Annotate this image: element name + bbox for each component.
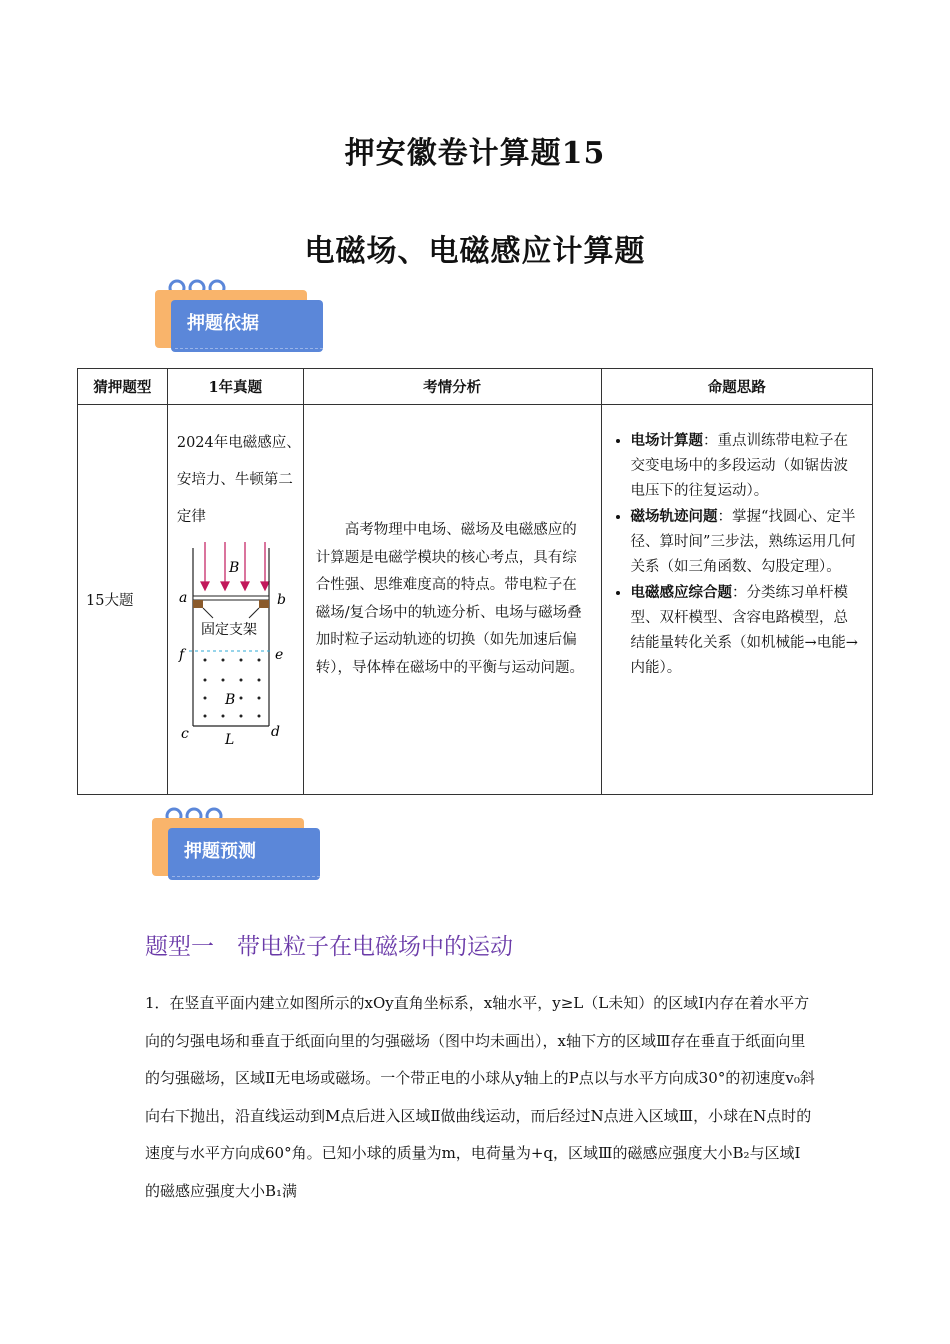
support-left: [193, 600, 203, 608]
ideas-cell: [601, 405, 872, 795]
document-title: 押安徽卷计算题15: [344, 136, 606, 171]
point-b: b: [276, 592, 286, 608]
list-item: [631, 504, 859, 580]
section-heading: 题型一 带电粒子在电磁场中的运动: [145, 934, 513, 960]
ideas-list: [603, 406, 871, 725]
list-item: [631, 428, 859, 504]
problem-number: 1．: [145, 994, 170, 1012]
induction-figure: [169, 540, 299, 750]
forecast-badge: [152, 806, 327, 886]
real-question-text: 2024年电磁感应、安培力、牛顿第二定律: [176, 435, 301, 525]
field-label-b-top: B: [228, 560, 240, 576]
analysis-table: [77, 368, 873, 795]
idea-text: ：掌握“找圆心、定半径、算时间”三步法，熟练运用几何关系（如三角函数、勾股定理）。: [630, 509, 856, 575]
idea-label: 电磁感应综合题: [630, 584, 733, 601]
analysis-cell: 高考物理中电场、磁场及电磁感应的计算题是电磁学模块的核心考点，具有综合性强、思维难度高的特点。带电粒子在磁场/复合场中的轨迹分析、电场与磁场叠加时粒子运动轨迹的切换（如先加速后偏转），导体棒在磁场中的平衡与运动问题。: [303, 405, 601, 795]
table-header-row: [78, 369, 873, 405]
length-label: L: [224, 732, 235, 748]
point-d: d: [270, 724, 280, 740]
point-e: e: [274, 647, 284, 663]
basis-badge-label: 押题依据: [171, 300, 323, 352]
table-header: 考情分析: [303, 369, 601, 405]
support-label: 固定支架: [200, 622, 257, 638]
idea-label: 磁场轨迹问题: [630, 508, 718, 525]
forecast-badge-label: 押题预测: [168, 828, 320, 880]
idea-text: ：分类练习单杆模型、双杆模型、含容电路模型，总结能量转化关系（如机械能→电能→内能）。: [630, 585, 858, 676]
idea-label: 电场计算题: [630, 432, 704, 449]
point-c: c: [180, 726, 189, 742]
field-label-b-bottom: B: [224, 692, 236, 708]
basis-badge: [155, 278, 330, 358]
question-type-cell: 15大题: [78, 405, 168, 795]
table-row: [78, 405, 873, 795]
support-right: [259, 600, 269, 608]
table-header: 1年真题: [167, 369, 303, 405]
table-header: 命题思路: [601, 369, 872, 405]
list-item: [631, 580, 859, 681]
problem-text: 在竖直平面内建立如图所示的xOy直角坐标系，x轴水平，y≥L（L未知）的区域Ⅰ内存在着水平方向的匀强电场和垂直于纸面向里的匀强磁场（图中均未画出），x轴下方的区域Ⅲ存在垂直于纸面向里的匀强磁场，区域Ⅱ无电场或磁场。一个带正电的小球从y轴上的P点以与水平方向成30°的初速度v₀斜向右下抛出，沿直线运动到M点后进入区域Ⅱ做曲线运动，而后经过N点进入区域Ⅲ，小球在N点时的速度与水平方向成60°角。已知小球的质量为m，电荷量为+q，区域Ⅲ的磁感应强度大小B₂与区域Ⅰ的磁感应强度大小B₁满: [145, 994, 815, 1200]
table-header: 猜押题型: [78, 369, 168, 405]
point-a: a: [178, 590, 188, 606]
field-dots: [203, 659, 260, 718]
real-question-cell: [167, 405, 303, 795]
problem-1: [145, 985, 815, 1210]
idea-text: ：重点训练带电粒子在交变电场中的多段运动（如锯齿波电压下的往复运动）。: [630, 433, 849, 499]
point-f: f: [178, 647, 185, 663]
document-subtitle: 电磁场、电磁感应计算题: [304, 234, 646, 269]
